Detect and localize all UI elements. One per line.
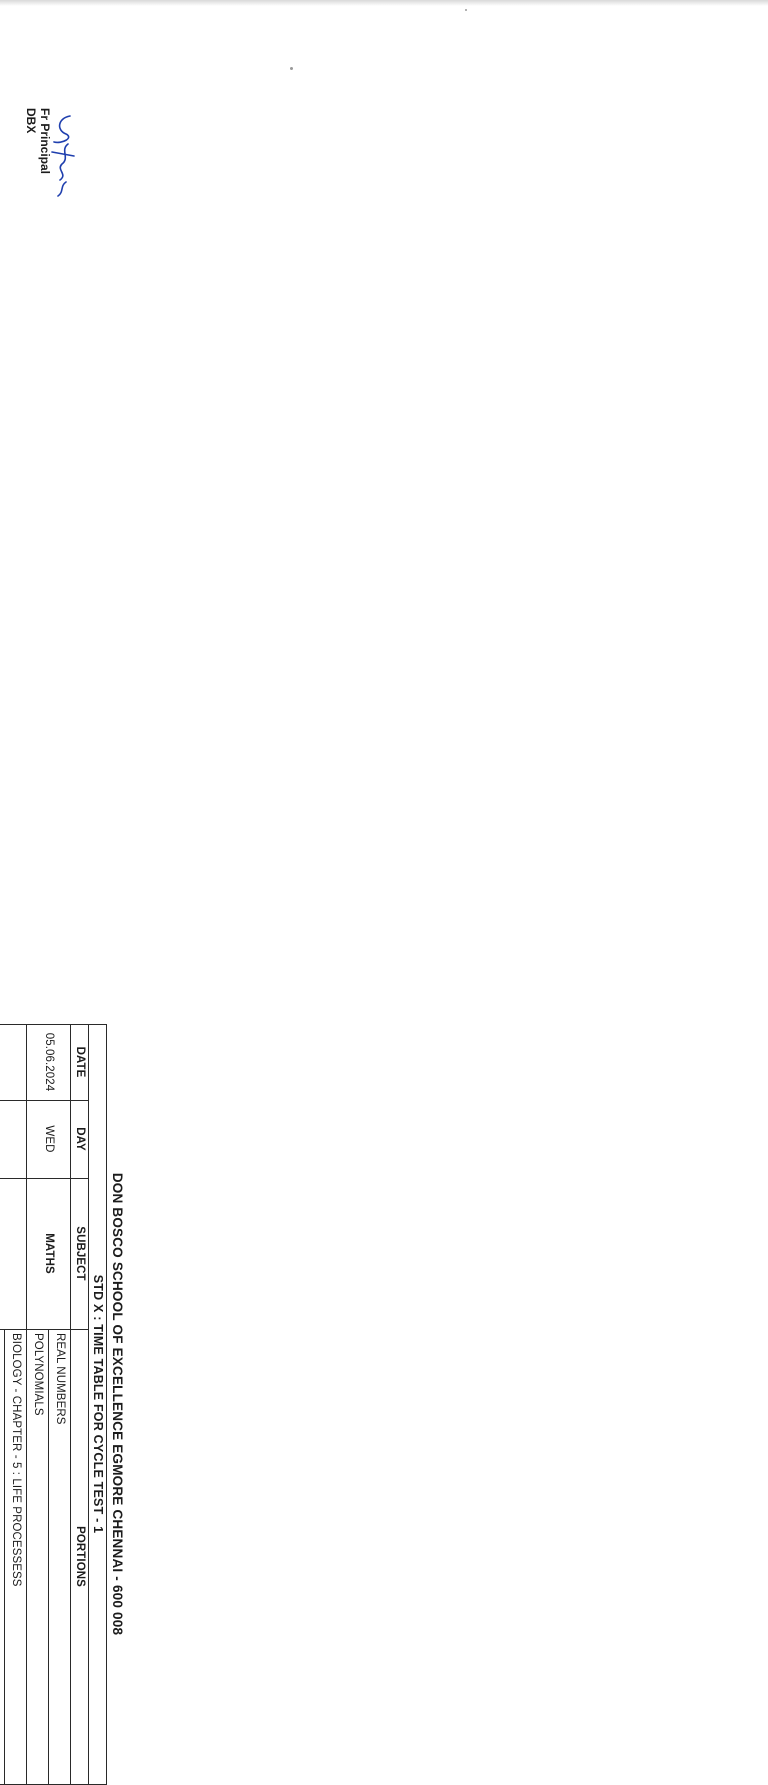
row-divider	[26, 1024, 27, 1784]
portion-divider	[48, 1329, 49, 1784]
column-header-portions: PORTIONS	[74, 1526, 86, 1587]
portion-line: POLYNOMIALS	[32, 1333, 44, 1416]
row-divider	[70, 1024, 71, 1784]
scan-top-edge	[0, 0, 768, 6]
timetable-sheet	[0, 1024, 127, 1784]
school-name: DON BOSCO SCHOOL OF EXCELLENCE EGMORE CHENNAI - 600 008	[110, 1172, 125, 1636]
header-rule	[88, 1024, 89, 1784]
column-header-subject: SUBJECT	[74, 1226, 86, 1281]
column-header-day: DAY	[74, 1127, 86, 1151]
portion-line: BIOLOGY - CHAPTER - 5 : LIFE PROCESSESS	[10, 1333, 22, 1587]
subject-cell: MATHS	[43, 1233, 55, 1274]
portion-divider	[4, 1329, 5, 1784]
portion-line	[0, 1333, 1, 1709]
principal-title: Fr Principal	[38, 108, 52, 175]
column-header-date: DATE	[74, 1046, 86, 1078]
timetable-title: STD X : TIME TABLE FOR CYCLE TEST - 1	[91, 1274, 105, 1534]
column-divider	[0, 1329, 89, 1330]
scan-speck	[290, 67, 293, 70]
date-cell: 05.06.2024	[43, 1032, 55, 1092]
day-cell: WED	[43, 1125, 55, 1153]
table-top-border	[106, 1024, 107, 1784]
signature-block	[24, 108, 68, 188]
principal-org: DBX	[24, 108, 38, 134]
scan-speck	[465, 9, 467, 11]
portion-line: REAL NUMBERS	[54, 1333, 66, 1425]
